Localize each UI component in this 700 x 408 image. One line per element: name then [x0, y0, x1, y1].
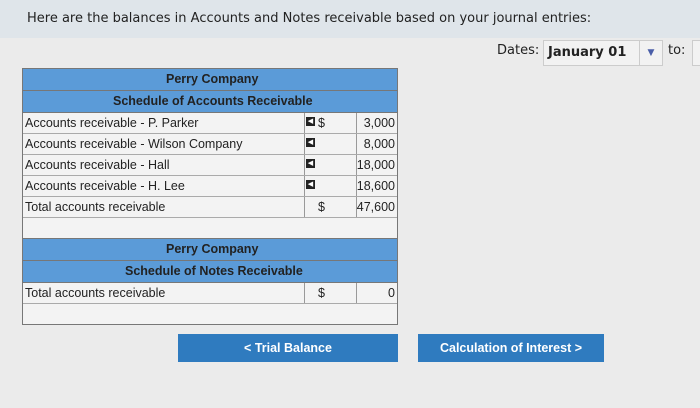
company-name: Perry Company: [166, 242, 259, 256]
total-row: [23, 197, 397, 218]
amount-input[interactable]: [356, 134, 398, 154]
amount-input[interactable]: [356, 113, 398, 133]
table-row: [23, 155, 397, 176]
table-row: [23, 134, 397, 155]
company-name: Perry Company: [166, 72, 259, 86]
total-amount: [356, 283, 398, 303]
dollar-sign: $: [318, 200, 325, 214]
schedule-header: [23, 91, 397, 113]
table-row: [23, 113, 397, 134]
row-label: Accounts receivable - P. Parker: [25, 113, 305, 133]
instruction-banner: [0, 0, 700, 38]
dollar-sign: $: [318, 116, 325, 130]
trial-balance-button[interactable]: < Trial Balance: [178, 334, 398, 362]
amount-value: 3,000: [363, 116, 395, 130]
total-value: 0: [388, 286, 395, 300]
schedule-header: [23, 261, 397, 283]
company-header: [23, 69, 397, 91]
date-from-select[interactable]: [543, 40, 663, 66]
row-label: Accounts receivable - H. Lee: [25, 176, 305, 196]
total-value: 47,600: [356, 200, 395, 214]
row-label: Accounts receivable - Hall: [25, 155, 305, 175]
total-row: [23, 283, 397, 304]
amount-value: 8,000: [363, 137, 395, 151]
empty-row: [23, 218, 397, 238]
date-from-value: January 01: [548, 45, 627, 60]
expand-icon[interactable]: ◀: [307, 181, 314, 188]
amount-input[interactable]: [356, 155, 398, 175]
schedule-title: Schedule of Notes Receivable: [125, 264, 303, 278]
table-row: [23, 176, 397, 197]
dollar-sign: $: [318, 286, 325, 300]
amount-value: 18,600: [356, 179, 395, 193]
expand-icon[interactable]: ◀: [307, 160, 314, 167]
total-label: Total accounts receivable: [25, 197, 305, 217]
expand-icon[interactable]: ◀: [307, 118, 314, 125]
instruction-text: Here are the balances in Accounts and Notes receivable based on your journal entries:: [27, 11, 592, 26]
calculation-of-interest-button[interactable]: Calculation of Interest >: [418, 334, 604, 362]
amount-input[interactable]: [356, 176, 398, 196]
company-header: [23, 239, 397, 261]
expand-icon[interactable]: ◀: [307, 139, 314, 146]
amount-value: 18,000: [356, 158, 395, 172]
row-label: Accounts receivable - Wilson Company: [25, 134, 305, 154]
schedule-title: Schedule of Accounts Receivable: [113, 94, 313, 108]
total-amount: [356, 197, 398, 217]
notes-receivable-schedule: [22, 238, 398, 325]
empty-row: [23, 304, 397, 324]
accounts-receivable-schedule: [22, 68, 398, 239]
to-label: to:: [668, 43, 686, 58]
total-label: Total accounts receivable: [25, 283, 305, 303]
dates-label: Dates:: [497, 43, 540, 58]
date-to-select[interactable]: [692, 40, 700, 66]
chevron-down-icon: ▼: [639, 41, 662, 65]
